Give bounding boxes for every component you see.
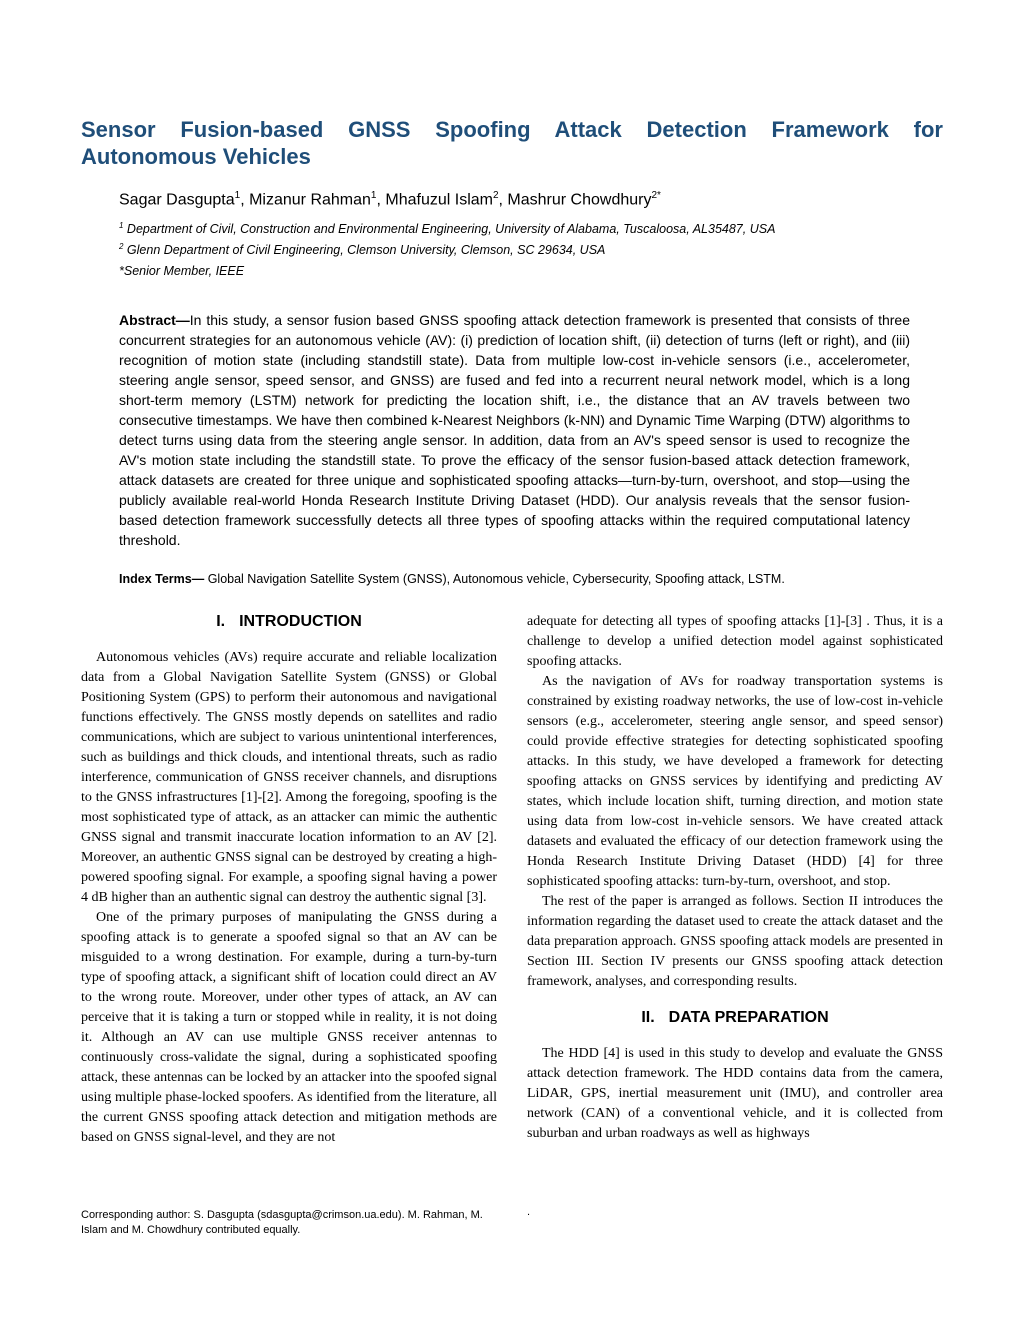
author-name: Mizanur Rahman [249, 191, 371, 209]
author-name: Sagar Dasgupta [119, 191, 235, 209]
author-affiliation-mark: 2 [492, 190, 499, 201]
section-number: II. [641, 1009, 655, 1026]
body-paragraph: Autonomous vehicles (AVs) require accurate and reliable localization data from a Global Navigation Satellite System (GNSS) or Global Positioning System (GPS) to perform their autonomous and navigational functions effectively. The GNSS mostly depends on satellites and radio communications, which are subject to various unintentional interferences, such as buildings and thick clouds, and intentional threats, such as radio interference, communication of GNSS receiver channels, and disruptions to the GNSS infrastructures [1]-[2]. Among the foregoing, spoofing is the most sophisticated type of attack, as an attacker can mimic the authentic GNSS signal and transmit inaccurate location information to an AV [2]. Moreover, an authentic GNSS signal can be destroyed by creating a high-powered spoofing signal. For example, a spoofing signal having a power 4 dB higher than an authentic signal can destroy the authentic signal [3]. [81, 650, 497, 905]
affiliation-mark: 1 [119, 221, 124, 230]
footnote-mark: . [527, 1206, 531, 1218]
author-list [119, 190, 919, 209]
section-heading-data-preparation [527, 1008, 943, 1028]
affiliation [119, 238, 919, 259]
author-separator: , [498, 191, 508, 209]
affiliation-text: *Senior Member, IEEE [119, 264, 245, 279]
affiliation-list [119, 217, 919, 280]
abstract-label: Abstract— [119, 312, 190, 328]
author-affiliation-mark: 1 [234, 190, 241, 201]
body-paragraph: The rest of the paper is arranged as follows. Section II introduces the information regarding the dataset used to create the attack dataset and the data preparation approach. GNSS spoofing attack models are presented in Section III. Section IV presents our GNSS spoofing attack detection framework, analyses, and corresponding results. [527, 894, 943, 989]
index-terms-label: Index Terms— [119, 572, 205, 586]
author-separator: , [376, 191, 386, 209]
body-paragraph-continued: adequate for detecting all types of spoofing attacks [1]-[3] . Thus, it is a challenge to develop a unified detection model against sophisticated spoofing attacks. [527, 614, 943, 669]
body-paragraph: One of the primary purposes of manipulating the GNSS during a spoofing attack is to generate a spoofed signal so that an AV can be misguided to a wrong destination. For example, during a turn-by-turn type of spoofing attack, a significant shift of location could direct an AV to the wrong route. Moreover, under other types of attack, an AV can perceive that it is taking a turn or stopped while in reality, it is not doing it. Although an AV can use multiple GNSS receiver antennas to continuously cross-validate the signal, during a sophisticated spoofing attack, these antennas can be locked by an attacker into the spoofed signal using multiple phase-locked spoofers. As identified from the literature, all the current GNSS spoofing attack detection and mitigation methods are based on GNSS signal-level, and they are not [81, 910, 497, 1145]
left-column [81, 612, 497, 1148]
author-affiliation-mark: 1 [370, 190, 377, 201]
body-paragraph: The HDD [4] is used in this study to develop and evaluate the GNSS attack detection framework. The HDD contains data from the camera, LiDAR, GPS, inertial measurement unit (IMU), and controller area network (CAN) of a conventional vehicle, and it is collected from suburban and urban roadways as well as highways [527, 1046, 943, 1141]
section-title: DATA PREPARATION [668, 1009, 829, 1026]
affiliation [119, 259, 919, 280]
affiliation-text: Glenn Department of Civil Engineering, Clemson University, Clemson, SC 29634, USA [123, 243, 606, 258]
affiliation [119, 217, 919, 238]
abstract-text: In this study, a sensor fusion based GNSS spoofing attack detection framework is presented that consists of three concurrent strategies for an autonomous vehicle (AV): (i) prediction of location shift, (ii) detection of turns (left or right), and (iii) recognition of motion state (including standstill state). Data from multiple low-cost in-vehicle sensors (i.e., accelerometer, steering angle sensor, speed sensor, and GNSS) are fused and fed into a recurrent neural network model, which is a long short-term memory (LSTM) network for predicting the location shift, i.e., the distance that an AV travels between two consecutive timestamps. We have then combined k-Nearest Neighbors (k-NN) and Dynamic Time Warping (DTW) algorithms to detect turns using data from the steering angle sensor. In addition, data from an AV's speed sensor is used to recognize the AV's motion state including the standstill state. To prove the efficacy of the sensor fusion-based attack detection framework, attack datasets are created for three unique and sophisticated spoofing attacks—turn-by-turn, overshoot, and stop—using the publicly available real-world Honda Research Institute Driving Dataset (HDD). Our analysis reveals that the sensor fusion-based detection framework successfully detects all three types of spoofing attacks within the required computational latency threshold. [119, 312, 910, 548]
paper-title: Sensor Fusion-based GNSS Spoofing Attack Detection Framework for Autonomous Vehicles [81, 117, 943, 169]
index-terms [119, 570, 910, 588]
right-column [527, 612, 943, 1144]
author-name: Mashrur Chowdhury [507, 191, 652, 209]
corresponding-author-footnote: Corresponding author: S. Dasgupta (sdasgupta@crimson.ua.edu). M. Rahman, M. Islam and M. Chowdhury contributed equally. [81, 1209, 483, 1236]
body-paragraph: As the navigation of AVs for roadway transportation systems is constrained by existing roadway networks, the use of low-cost in-vehicle sensors (e.g., accelerometer, steering angle sensor, and speed sensor) could provide effective strategies for detecting sophisticated spoofing attacks. In this study, we have developed a framework for detecting spoofing attacks on GNSS services by identifying and predicting AV states, which include location shift, turning direction, and motion state using data from low-cost in-vehicle sensors. We have created attack datasets and evaluated the efficacy of our detection framework using the Honda Research Institute Driving Dataset (HDD) [4] for three sophisticated spoofing attacks: turn-by-turn, overshoot, and stop. [527, 674, 943, 889]
section-number: I. [216, 613, 226, 630]
author-affiliation-mark: 2* [651, 190, 661, 201]
index-terms-text: Global Navigation Satellite System (GNSS), Autonomous vehicle, Cybersecurity, Spoofing attack, LSTM. [204, 572, 785, 586]
author-name: Mhafuzul Islam [385, 191, 493, 209]
affiliation-text: Department of Civil, Construction and Environmental Engineering, University of Alabama, Tuscaloosa, AL35487, USA [123, 222, 776, 237]
section-title: INTRODUCTION [239, 613, 362, 630]
section-heading-introduction [81, 612, 497, 632]
author-separator: , [240, 191, 250, 209]
affiliation-mark: 2 [119, 242, 124, 252]
abstract [119, 310, 910, 550]
